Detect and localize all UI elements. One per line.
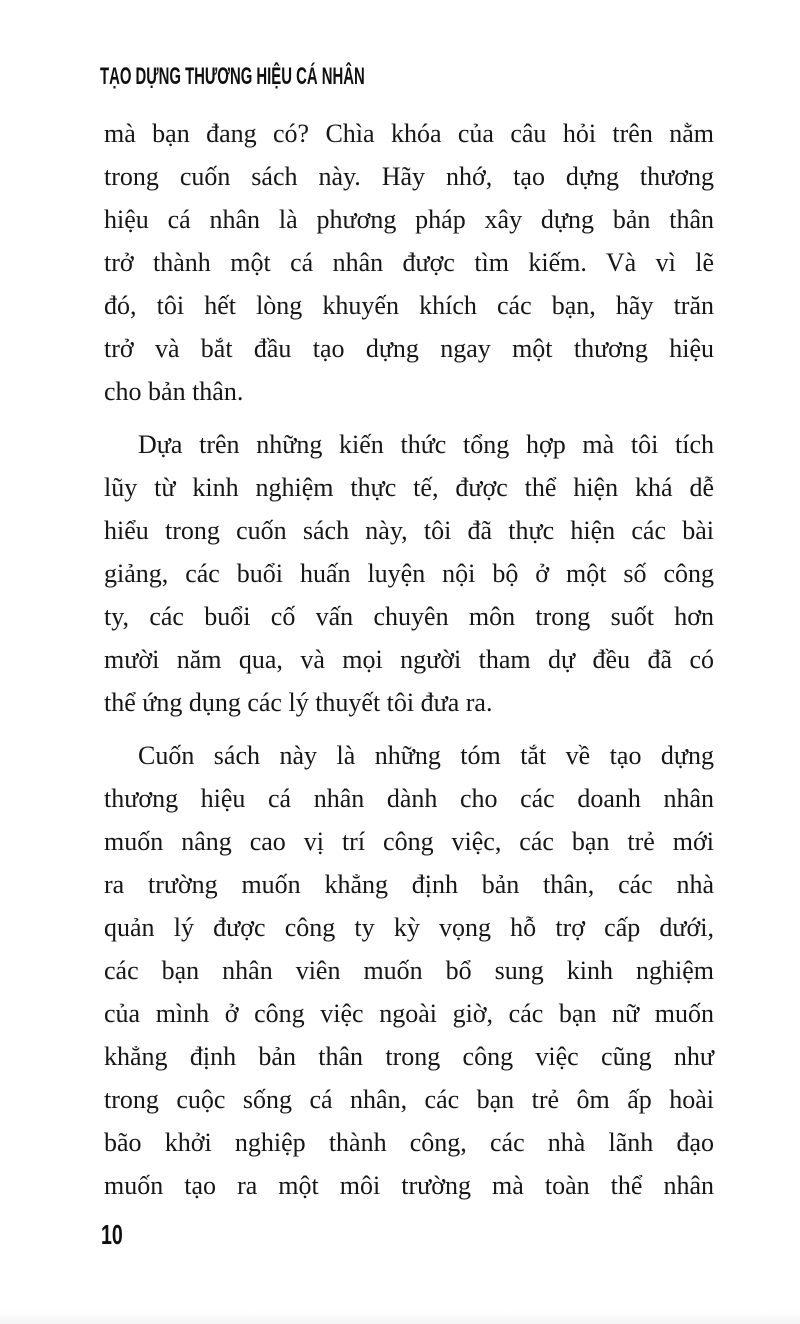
text-line: ra trường muốn khẳng định bản thân, các nhà [104, 870, 714, 899]
paragraph [104, 112, 714, 413]
text-line: các bạn nhân viên muốn bổ sung kinh nghiệm [104, 956, 714, 985]
text-line: thể ứng dụng các lý thuyết tôi đưa ra. [104, 688, 493, 717]
body-text [104, 112, 714, 1207]
text-line: Dựa trên những kiến thức tổng hợp mà tôi tích [138, 430, 714, 459]
text-line: trở thành một cá nhân được tìm kiếm. Và vì lẽ [104, 248, 714, 277]
text-line: trong cuốn sách này. Hãy nhớ, tạo dựng thương [104, 162, 714, 191]
text-line: hiệu cá nhân là phương pháp xây dựng bản thân [104, 205, 714, 234]
text-line: muốn tạo ra một môi trường mà toàn thể nhân [104, 1171, 714, 1200]
text-line: thương hiệu cá nhân dành cho các doanh nhân [104, 784, 714, 813]
text-line: hiểu trong cuốn sách này, tôi đã thực hiện các bài [104, 516, 714, 545]
text-line: Cuốn sách này là những tóm tắt về tạo dựng [138, 741, 714, 770]
text-line: ty, các buổi cố vấn chuyên môn trong suốt hơn [104, 602, 714, 631]
text-line: trong cuộc sống cá nhân, các bạn trẻ ôm ấp hoài [104, 1085, 714, 1114]
paragraph [104, 734, 714, 1207]
text-line: cho bản thân. [104, 377, 244, 406]
page-number: 10 [101, 1219, 123, 1250]
text-line: bão khởi nghiệp thành công, các nhà lãnh đạo [104, 1128, 714, 1157]
text-line: mà bạn đang có? Chìa khóa của câu hỏi trên nằm [104, 119, 714, 148]
text-line: lũy từ kinh nghiệm thực tế, được thể hiện khá dễ [104, 473, 714, 502]
text-line: đó, tôi hết lòng khuyến khích các bạn, hãy trăn [104, 291, 714, 320]
text-line: muốn nâng cao vị trí công việc, các bạn trẻ mới [104, 827, 714, 856]
text-line: khẳng định bản thân trong công việc cũng như [104, 1042, 714, 1071]
paragraph [104, 423, 714, 724]
running-header: TẠO DỰNG THƯƠNG HIỆU CÁ NHÂN [100, 63, 365, 90]
text-line: của mình ở công việc ngoài giờ, các bạn nữ muốn [104, 999, 714, 1028]
text-line: mười năm qua, và mọi người tham dự đều đã có [104, 645, 714, 674]
text-line: trở và bắt đầu tạo dựng ngay một thương hiệu [104, 334, 714, 363]
text-line: quản lý được công ty kỳ vọng hỗ trợ cấp dưới, [104, 913, 714, 942]
text-line: giảng, các buổi huấn luyện nội bộ ở một số công [104, 559, 714, 588]
